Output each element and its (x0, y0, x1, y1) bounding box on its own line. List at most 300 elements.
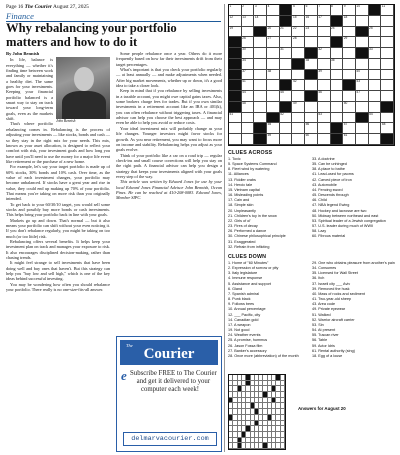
clue: 7. Spanish admiral (228, 291, 260, 296)
clue-number: 1 (229, 4, 232, 8)
crossword-cell[interactable] (331, 27, 344, 38)
clue-number: 53 (318, 111, 322, 116)
crossword-cell[interactable] (343, 37, 356, 48)
clue-number: 18 (343, 14, 348, 19)
clue-number: 36 (331, 57, 335, 62)
crossword-cell[interactable] (229, 27, 242, 38)
crossword-cell[interactable] (280, 27, 293, 38)
article-paragraph: Keep in mind that if you rebalance by selling investments in a taxable account, you might owe capital gains taxes. Also, some brokers charge fees for trades. But if you own similar investments in a retirement account like an IRA or 401(k), you can often rebalance without triggering taxes. A financial advisor can help you choose the best approach — and may even be able to help you avoid or reduce costs. (116, 88, 222, 126)
crossword-cell[interactable] (331, 80, 344, 91)
headline: Why rebalancing your portfolio matters and how to do it (6, 21, 177, 49)
clue-number: 10 (356, 4, 360, 8)
clue-number: 15 (292, 14, 297, 19)
crossword-cell[interactable] (356, 134, 369, 145)
clue-number: 17 (318, 14, 322, 19)
clue: 15. Vietnam capital (228, 187, 260, 192)
photo-shoulders (62, 91, 106, 119)
clue-number: 2 (242, 4, 244, 8)
crossword-black-cell (305, 70, 318, 81)
crossword-cell[interactable] (369, 16, 382, 27)
clue: 25. A promise, hummus (228, 338, 268, 343)
crossword-black-cell (229, 59, 242, 70)
clue: 41. Two-year-old sheep (312, 297, 352, 302)
clue-number: 26 (242, 36, 246, 41)
crossword-cell[interactable] (356, 59, 369, 70)
clue-number: 16 (305, 14, 310, 19)
clue-number: 49 (292, 100, 297, 105)
clue: 8. Punk black (228, 297, 251, 302)
clue-number: 44 (242, 90, 246, 95)
issue-date: August 27, 2025 (53, 4, 89, 10)
column-divider (224, 4, 225, 452)
clue-number: 31 (280, 47, 284, 52)
article-column-1 (6, 51, 110, 451)
clue: 26. Jason Fossa film (228, 343, 263, 348)
crossword-cell[interactable] (242, 134, 255, 145)
clue: 32. Refrain from inflicting (228, 244, 270, 249)
clues-across-title: CLUES ACROSS (228, 150, 273, 156)
clue: 33. A doctrine (312, 157, 335, 161)
clue-number: 29 (343, 36, 348, 41)
crossword-cell[interactable] (242, 123, 255, 134)
previous-answers-grid (228, 374, 286, 450)
crossword-cell[interactable] (381, 16, 394, 27)
clue: 1. Home of "60 Minutes" (228, 261, 269, 265)
clue: 55. Tuscan river (312, 333, 339, 338)
crossword-cell[interactable] (305, 27, 318, 38)
crossword-cell[interactable] (305, 134, 318, 145)
crossword-cell[interactable] (267, 16, 280, 27)
crossword-cell[interactable] (318, 16, 331, 27)
clue: 59. Actor Idris (312, 343, 335, 348)
crossword-black-cell (356, 27, 369, 38)
crossword-cell[interactable] (318, 48, 331, 59)
clue-number: 58 (381, 122, 386, 127)
article-paragraph: For example, let's say your target portfolio is made up of 60% stocks, 30% bonds and 10% cash. Over time, as the value of each investment changes, your portfolio may become unbalanced. If stocks have a great year and rise in value, they could end up making up 70% of your portfolio. That means you're taking on more risk than you originally intended. (6, 164, 110, 202)
crossword-cell[interactable] (254, 91, 267, 102)
crossword-cell[interactable] (369, 91, 382, 102)
clue-number: 56 (305, 122, 310, 127)
crossword-cell[interactable] (280, 123, 293, 134)
crossword-black-cell (254, 27, 267, 38)
clue: 30. Chinese philosophical principle (228, 234, 286, 239)
crossword-cell[interactable] (381, 37, 394, 48)
clue: 58. Lazy (312, 229, 327, 234)
clue-number: 50 (343, 100, 348, 105)
clue: 34. Consumes (312, 266, 337, 271)
subscribe-ad[interactable] (116, 336, 222, 452)
clue: 28. Once more (abbreviation) of the month (228, 353, 299, 358)
crossword-cell[interactable] (305, 102, 318, 113)
clue: 24. Weather events (228, 333, 261, 338)
crossword-cell[interactable] (331, 5, 344, 16)
crossword-cell[interactable] (254, 102, 267, 113)
clue: 2. Expression of sorrow or pity (228, 266, 279, 271)
crossword-cell[interactable] (292, 134, 305, 145)
clue-number: 23 (305, 25, 310, 30)
clue-number: 12 (229, 14, 234, 19)
clue-number: 40 (356, 68, 360, 73)
clue: 29. One who obtains pleasure from another's pain (312, 261, 395, 265)
clue-number: 39 (318, 68, 322, 73)
clue: 45. Descends through (312, 193, 349, 198)
crossword-cell[interactable] (229, 123, 242, 134)
crossword-cell[interactable] (369, 59, 382, 70)
clue: 37. Israeli city ___ Aviv (312, 281, 351, 286)
crossword-cell[interactable] (381, 48, 394, 59)
crossword-cell[interactable] (254, 59, 267, 70)
clues-down-right (312, 261, 396, 359)
crossword-cell[interactable] (356, 37, 369, 48)
crossword-black-cell (229, 80, 242, 91)
article-paragraph: It might feel strange to sell investments that have been doing well and buy ones that haven't. But this strategy can help you "buy low and sell high," which is one of the key ideas behind successful investing. (6, 260, 110, 282)
crossword-black-cell (331, 123, 344, 134)
crossword-cell[interactable] (369, 113, 382, 124)
clue-number: 48 (242, 100, 246, 105)
clue-number: 30 (242, 47, 246, 52)
crossword-cell[interactable] (343, 16, 356, 27)
crossword-cell[interactable] (305, 59, 318, 70)
clue-number: 45 (280, 90, 284, 95)
clue: 47. NBA legend Ewing (312, 203, 350, 208)
clue-number: 60 (305, 133, 310, 138)
photo-caption: John Bennish (56, 119, 76, 124)
clue-number: 11 (381, 4, 386, 8)
article-paragraph: Some people rebalance once a year. Others do it more frequently based on how far their investments drift from their target percentages. (116, 51, 222, 67)
clue: 48. Hockey and lacrosse are two (312, 208, 367, 213)
ad-body (121, 370, 219, 394)
clues-down-left (228, 261, 310, 359)
crossword-black-cell (305, 91, 318, 102)
crossword-black-cell (381, 102, 394, 113)
clue: 61. Rental authority (sing) (312, 348, 355, 353)
clue: 51. Walked (312, 312, 331, 317)
crossword-cell[interactable] (242, 102, 255, 113)
crossword-black-cell (280, 16, 293, 27)
crossword-cell[interactable] (331, 102, 344, 113)
crossword-cell[interactable] (381, 80, 394, 91)
crossword-cell[interactable] (318, 134, 331, 145)
clue: 1. Toxic (228, 157, 241, 161)
crossword-cell[interactable] (292, 80, 305, 91)
crossword-cell[interactable] (292, 16, 305, 27)
crossword-cell[interactable] (318, 59, 331, 70)
crossword-cell[interactable] (254, 113, 267, 124)
crossword-cell[interactable] (229, 113, 242, 124)
crossword-cell[interactable] (331, 91, 344, 102)
article-paragraph: You may be wondering how often you should rebalance your portfolio. There really is no one-size-fits-all answer. (6, 281, 110, 293)
clue-number: 13 (242, 14, 246, 19)
clue-number: 47 (356, 90, 360, 95)
crossword-cell[interactable] (229, 16, 242, 27)
clue-number: 4 (267, 4, 270, 8)
article-paragraph: Rebalancing offers several benefits. It helps keep your investment plan on track and manages your exposure to risk. It also encourages disciplined decision-making, rather than chasing trends. (6, 239, 110, 261)
clue: 14. Heroic tale (228, 182, 253, 187)
clue: 3. Italy legislature (228, 271, 258, 276)
clue: 53. Sin (312, 322, 324, 327)
crossword-cell[interactable] (356, 91, 369, 102)
clue-number: 55 (267, 122, 272, 127)
crossword-cell[interactable] (254, 37, 267, 48)
crossword-cell[interactable] (331, 113, 344, 124)
clue-number: 61 (343, 133, 348, 138)
crossword-cell[interactable] (369, 70, 382, 81)
clue: 43. Automobile (312, 182, 337, 187)
paper-name: The Courier (24, 4, 52, 10)
clue-number: 46 (318, 90, 322, 95)
crossword-black-cell (343, 80, 356, 91)
clue-number: 7 (318, 4, 321, 8)
clue: 5. Assistance and support (228, 281, 271, 286)
logo-the: The (126, 343, 133, 348)
clue-number: 57 (343, 122, 348, 127)
article-paragraph: Think of your portfolio like a car on a road trip — regular check-ins and small course corrections will help you stay on the right path. A financial advisor can help you design a strategy that keeps your investments aligned with your goals every step of the way. (116, 152, 222, 179)
clue-number: 35 (305, 57, 310, 62)
crossword-cell[interactable] (254, 16, 267, 27)
page-folio (6, 4, 89, 10)
clue: 20. Unpleasantly (228, 208, 256, 213)
section-title: Finance (6, 11, 34, 21)
crossword-cell[interactable] (381, 5, 394, 16)
clue: 53. Spiritual leader of a Jewish congregation (312, 218, 386, 223)
crossword-black-cell (229, 48, 242, 59)
crossword-cell[interactable] (292, 113, 305, 124)
crossword-black-cell (369, 5, 382, 16)
clue: 40. Mass of rocks and sediment (312, 291, 365, 296)
clue: 26. Performed a dance (228, 229, 267, 234)
crossword-black-cell (229, 70, 242, 81)
clue-number: 6 (305, 4, 308, 8)
crossword-cell[interactable] (343, 134, 356, 145)
answer-cell (281, 443, 285, 449)
clue: 13. Fiddler crabs (228, 177, 256, 182)
crossword-cell[interactable] (356, 123, 369, 134)
clue: 27. Banker's accessory (228, 348, 267, 353)
article-paragraph: To get back to your 60/30/10 target, you would sell some stocks and possibly buy more bonds or cash investments. This helps bring your portfolio back in line with your goals. (6, 201, 110, 218)
crossword-cell[interactable] (369, 80, 382, 91)
crossword-cell[interactable] (343, 70, 356, 81)
clue: 49. Private eyewear (312, 307, 346, 312)
clue-number: 14 (254, 14, 259, 19)
clue-number: 8 (331, 4, 333, 8)
crossword-black-cell (356, 48, 369, 59)
crossword-cell[interactable] (369, 48, 382, 59)
clue-number: 5 (292, 4, 295, 8)
crossword-cell[interactable] (267, 70, 280, 81)
crossword-cell[interactable] (280, 134, 293, 145)
crossword-cell[interactable] (318, 123, 331, 134)
crossword-cell[interactable] (280, 70, 293, 81)
clue: 35. Can be unhinged (312, 162, 347, 167)
clue: 39. Removed the husk (312, 286, 350, 291)
clue: 5. Space Systems Command (228, 162, 277, 167)
clue-number: 59 (267, 133, 272, 138)
crossword-cell[interactable] (331, 70, 344, 81)
clue: 9. Follows bees (228, 302, 255, 307)
crossword-cell[interactable] (356, 16, 369, 27)
crossword-cell[interactable] (381, 59, 394, 70)
clue: 10. Annual percentage (228, 307, 266, 312)
article-paragraph: What's important is that you check your portfolio regularly — at least annually — and make adjustments when needed. After big market movements, whether up or down, it's a good idea to take a closer look. (116, 67, 222, 89)
crossword-cell[interactable] (369, 123, 382, 134)
clue-number: 41 (242, 79, 246, 84)
crossword-cell[interactable] (280, 48, 293, 59)
crossword-cell[interactable] (318, 113, 331, 124)
clue: 12. ___ Pacific, city (228, 312, 261, 317)
clue: 6. Gland (228, 286, 243, 291)
clue-number: 32 (318, 47, 322, 52)
crossword-cell[interactable] (242, 59, 255, 70)
clue: 57. U.S. leader during much of WWII (312, 224, 374, 229)
crossword-black-cell (229, 37, 242, 48)
crossword-cell[interactable] (369, 134, 382, 145)
article-paragraph: In life, balance is everything — whether it's finding time between work and family or maintaining a healthy diet. The same goes for your investments. Keeping your financial portfolio balanced is a smart way to stay on track toward your long-term goals, even as the markets shift. (6, 57, 53, 122)
crossword-cell[interactable] (292, 102, 305, 113)
crossword-black-cell (331, 37, 344, 48)
clue-number: 34 (242, 57, 246, 62)
clue: 46. Child (312, 198, 327, 203)
crossword-cell[interactable] (343, 102, 356, 113)
clue: 17. A weapon (228, 322, 251, 327)
clue: 56. Table (312, 338, 328, 343)
ad-url-link[interactable]: delmarvacourier.com (123, 432, 217, 446)
crossword-cell[interactable] (242, 113, 255, 124)
crossword-cell[interactable] (381, 91, 394, 102)
clue: 44. Fencing sword (312, 187, 343, 192)
byline: By John Bennish (6, 51, 40, 56)
crossword-cell[interactable] (369, 27, 382, 38)
clue: 43. Area code (312, 302, 336, 307)
crossword-cell[interactable] (267, 48, 280, 59)
clue-number: 22 (292, 25, 297, 30)
crossword-cell[interactable] (292, 48, 305, 59)
crossword-cell[interactable] (267, 59, 280, 70)
e-subscribe-icon: e (121, 368, 127, 383)
crossword-cell[interactable] (305, 80, 318, 91)
clue: 11. Alliances (228, 172, 249, 177)
crossword-black-cell (254, 134, 267, 145)
crossword-cell[interactable] (267, 80, 280, 91)
article-column-2 (116, 51, 222, 333)
clue-number: 3 (254, 4, 257, 8)
author-note: This article was written by Edward Jones for use by your local Edward Jones Financial Advisor John Bennish, Ocean Pines. He can be reached at 410-208-0083. Edward Jones, Member SIPC. (116, 179, 222, 201)
clue: 21. Children's toy in the snow (228, 213, 277, 218)
clue-number: 24 (331, 25, 335, 30)
crossword-cell[interactable] (267, 5, 280, 16)
crossword-cell[interactable] (343, 48, 356, 59)
crossword-cell[interactable] (280, 91, 293, 102)
clue: 16. Misleading points (228, 193, 264, 198)
crossword-cell[interactable] (318, 27, 331, 38)
crossword-cell[interactable] (280, 113, 293, 124)
crossword-black-cell (292, 59, 305, 70)
crossword-cell[interactable] (292, 37, 305, 48)
ad-text: Subscribe FREE to The Courier and get it delivered to your computer each week! (130, 370, 217, 393)
clue-number: 51 (229, 111, 234, 116)
crossword-cell[interactable] (267, 37, 280, 48)
clue: 52. Warrior aircraft carrier (312, 317, 355, 322)
crossword-grid[interactable] (228, 4, 395, 146)
clues-across-left (228, 157, 310, 250)
crossword-cell[interactable] (381, 123, 394, 134)
clue: 19. Not good (228, 328, 250, 333)
crossword-cell[interactable] (242, 16, 255, 27)
photo-face (74, 67, 94, 91)
page-number: Page 16 (6, 4, 24, 10)
clue-number: 38 (267, 68, 272, 73)
clue: 42. Carved piece of iron (312, 177, 352, 182)
crossword-cell[interactable] (280, 59, 293, 70)
clue-number: 33 (369, 47, 373, 52)
clues-across-right (312, 157, 396, 240)
crossword-cell[interactable] (305, 37, 318, 48)
clue: 23. Fires of decay (228, 224, 258, 229)
clue-number: 28 (292, 36, 297, 41)
clue: 36. Itch (312, 276, 325, 281)
crossword-cell[interactable] (292, 123, 305, 134)
clue-number: 25 (369, 25, 373, 30)
clues-down-title: CLUES DOWN (228, 254, 267, 260)
clue-number: 42 (292, 79, 297, 84)
crossword-cell[interactable] (254, 70, 267, 81)
clue-number: 52 (280, 111, 284, 116)
crossword-cell[interactable] (305, 16, 318, 27)
crossword-cell[interactable] (381, 27, 394, 38)
clue: 8. Fleet wind by watering (228, 167, 270, 172)
article-paragraph: That's where portfolio rebalancing comes in. Rebalancing is the process of adjusting your investments — like stocks, bonds and cash — so they stay in the right mix for your needs. This mix, known as your asset allocation, is designed to reflect your comfort with risk, your investment goals and how long you have until you'll need to use the money for a major life event like retirement or the purchase of a new home. (6, 121, 110, 164)
clue-number: 21 (280, 25, 284, 30)
clue-number: 27 (267, 36, 272, 41)
clue: 18. Simple skin (228, 203, 254, 208)
clue: 41. Lead-used for paoms (312, 172, 354, 177)
clue-number: 20 (267, 25, 272, 30)
crossword-cell[interactable] (343, 59, 356, 70)
crossword-cell[interactable] (318, 70, 331, 81)
clue-number: 19 (229, 25, 234, 30)
crossword-cell[interactable] (381, 70, 394, 81)
crossword-cell[interactable] (267, 102, 280, 113)
clue-number: 54 (369, 111, 373, 116)
clue: 60. Fibrous material (312, 234, 346, 239)
crossword-cell[interactable] (318, 91, 331, 102)
crossword-cell[interactable] (229, 134, 242, 145)
author-photo (56, 57, 110, 119)
clue-number: 37 (242, 68, 246, 73)
crossword-black-cell (331, 134, 344, 145)
crossword-cell[interactable] (356, 102, 369, 113)
crossword-cell[interactable] (331, 59, 344, 70)
article-paragraph: Markets go up and down. That's normal — but it also means your portfolio can shift without your even noticing it. If you don't rebalance regularly, you might be taking on too much (or too little) risk. (6, 217, 110, 239)
clue: 50. Midway between northeast and east (312, 213, 379, 218)
crossword-cell[interactable] (267, 134, 280, 145)
clue: 4. Immune response (228, 276, 263, 281)
crossword-cell[interactable] (356, 5, 369, 16)
clue: 35. Licensed for Wall Street (312, 271, 358, 276)
clue: 14. Canadian gold (228, 317, 259, 322)
crossword-cell[interactable] (267, 91, 280, 102)
crossword-cell[interactable] (254, 48, 267, 59)
crossword-black-cell (331, 16, 344, 27)
clue: 18. Egg of a louse (312, 353, 343, 358)
crossword-black-cell (280, 5, 293, 16)
clue: 22. Girls of ol' (228, 218, 251, 223)
crossword-black-cell (254, 123, 267, 134)
answers-label: Answers for August 20 (298, 406, 346, 411)
crossword-cell[interactable] (254, 80, 267, 91)
clue: 17. Cain and (228, 198, 250, 203)
crossword-black-cell (229, 91, 242, 102)
article-paragraph: Your ideal investment mix will probably change as your life changes. Younger investors might favor stocks for growth. As you near retirement, you may want to focus more on income and stability. Rebalancing helps you adjust as your goals evolve. (116, 125, 222, 153)
